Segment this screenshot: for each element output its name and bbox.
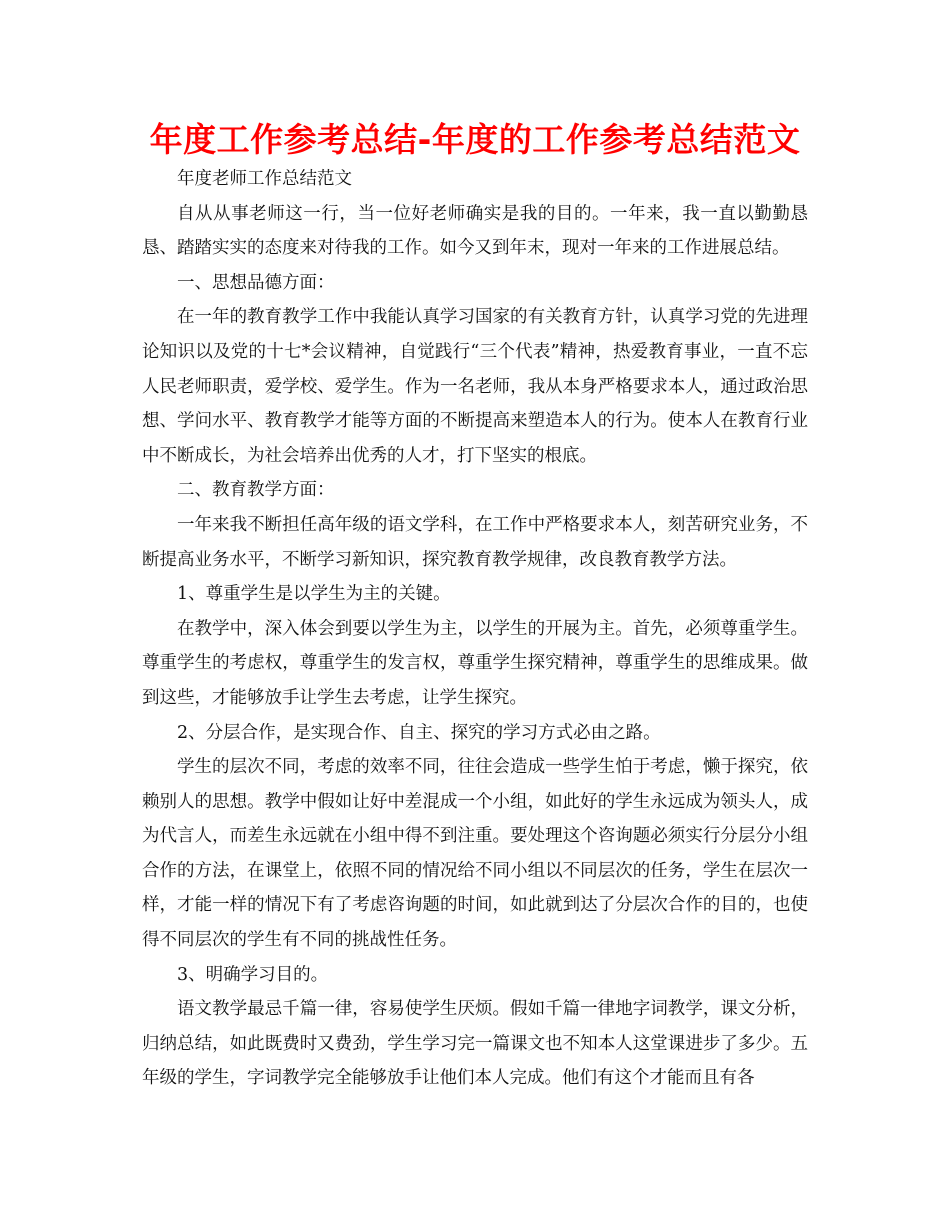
- section-heading-teaching: 二、教育教学方面：: [177, 480, 335, 501]
- paragraph-teaching: 一年来我不断担任高年级的语文学科，在工作中严格要求本人，刻苦研究业务，不断提高业务水平，不断学习新知识，探究教育教学规律，改良教育教学方法。: [142, 514, 808, 570]
- section-heading-ideology: 一、思想品德方面：: [177, 272, 335, 293]
- item-heading-3: 3、明确学习目的。: [177, 964, 329, 985]
- paragraph-item-2: 学生的层次不同，考虑的效率不同，往往会造成一些学生怕于考虑，懒于探究，依赖别人的思想。教学中假如让好中差混成一个小组，如此好的学生永远成为领头人，成为代言人，而差生永远就在小组中得不到注重。要处理这个咨询题必须实行分层分小组合作的方法，在课堂上，依照不同的情况给不同小组以不同层次的任务，学生在层次一样，才能一样的情况下有了考虑咨询题的时间，如此就到达了分层次合作的目的，也使得不同层次的学生有不同的挑战性任务。: [142, 757, 808, 951]
- paragraph-ideology: 在一年的教育教学工作中我能认真学习国家的有关教育方针，认真学习党的先进理论知识以及党的十七*会议精神，自觉践行“三个代表”精神，热爱教育事业，一直不忘人民老师职责，爱学校、爱学生。作为一名老师，我从本身严格要求本人，通过政治思想、学问水平、教育教学才能等方面的不断提高来塑造本人的行为。使本人在教育行业中不断成长，为社会培养出优秀的人才，打下坚实的根底。: [142, 307, 808, 466]
- paragraph-item-3: 语文教学最忌千篇一律，容易使学生厌烦。假如千篇一律地字词教学，课文分析，归纳总结，如此既费时又费劲，学生学习完一篇课文也不知本人这堂课进步了多少。五年级的学生，字词教学完全能够放手让他们本人完成。他们有这个才能而且有各: [142, 999, 808, 1089]
- paragraph-item-1: 在教学中，深入体会到要以学生为主，以学生的开展为主。首先，必须尊重学生。尊重学生的考虑权，尊重学生的发言权，尊重学生探究精神，尊重学生的思维成果。做到这些，才能够放手让学生去考虑，让学生探究。: [142, 618, 808, 708]
- paragraph-subtitle: 年度老师工作总结范文: [177, 169, 352, 189]
- item-heading-1: 1、尊重学生是以学生为主的关键。: [177, 584, 451, 605]
- document-title: 年度工作参考总结-年度的工作参考总结范文: [149, 120, 801, 159]
- paragraph-intro: 自从从事老师这一行，当一位好老师确实是我的目的。一年来，我一直以勤勤恳恳、踏踏实实的态度来对待我的工作。如今又到年末，现对一年来的工作进展总结。: [142, 203, 808, 259]
- document-body: [142, 162, 808, 1096]
- item-heading-2: 2、分层合作，是实现合作、自主、探究的学习方式必由之路。: [177, 722, 661, 743]
